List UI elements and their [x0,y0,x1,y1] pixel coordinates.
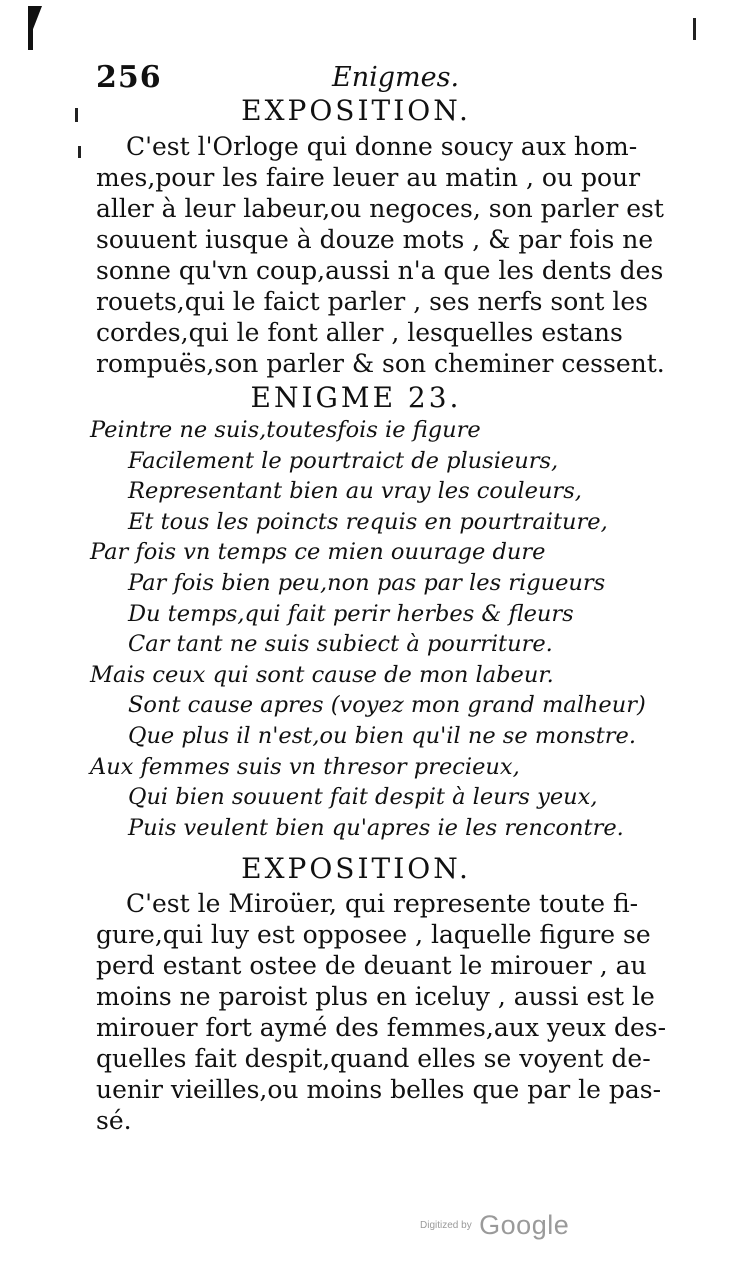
margin-mark [693,18,696,40]
text-line: moins ne paroist plus en iceluy , aussi est le [96,982,655,1011]
text-line: mirouer fort aymé des femmes,aux yeux des- [96,1013,667,1042]
text-line: mes,pour les faire leuer au matin , ou pour [96,163,641,192]
verse-line: Par fois bien peu,non pas par les rigueurs [128,569,606,596]
verse-line: Mais ceux qui sont cause de mon labeur. [90,661,554,688]
verse-line: Que plus il n'est,ou bien qu'il ne se monstre. [128,722,636,749]
exposition-text [96,888,667,1136]
enigme-heading: ENIGME 23. [250,381,462,414]
text-line: souuent iusque à douze mots , & par fois ne [96,225,654,254]
section-heading: EXPOSITION. [241,852,471,885]
verse-line: Sont cause apres (voyez mon grand malheur) [128,692,646,719]
verse-line: Et tous les poincts requis en pourtraiture, [128,508,608,535]
text-line: rouets,qui le faict parler , ses nerfs sont les [96,287,648,316]
page-header [96,58,616,98]
text-line: gure,qui luy est opposee , laquelle figure se [96,920,651,949]
verse-line: Du temps,qui fait perir herbes & fleurs [128,600,574,627]
text-line: cordes,qui le font aller , lesquelles estans [96,318,623,347]
text-line: C'est l'Orloge qui donne soucy aux hom- [126,132,638,161]
digitized-watermark [420,1210,569,1241]
verse-line: Car tant ne suis subiect à pourriture. [128,631,553,658]
watermark-caption: Digitized by [420,1220,472,1231]
page-number: 256 [96,60,162,95]
verse-line: Puis veulent bien qu'apres ie les rencontre. [128,814,624,841]
corner-mark [28,6,42,42]
ink-speck [78,146,81,158]
enigme-poem [90,415,646,843]
text-line: sé. [96,1106,132,1135]
verse-line: Peintre ne suis,toutesfois ie figure [90,417,481,443]
exposition-text [96,131,665,379]
verse-line: Representant bien au vray les couleurs, [128,478,582,505]
ink-speck [75,108,78,122]
text-line: sonne qu'vn coup,aussi n'a que les dents des [96,256,664,285]
text-line: perd estant ostee de deuant le mirouer , au [96,951,647,980]
running-head: Enigmes. [332,62,460,93]
verse-line: Facilement le pourtraict de plusieurs, [128,447,559,474]
verse-line: Par fois vn temps ce mien ouurage dure [90,539,546,566]
section-heading: EXPOSITION. [241,94,471,127]
text-line: uenir vieilles,ou moins belles que par le pas- [96,1075,662,1104]
text-line: aller à leur labeur,ou negoces, son parler est [96,194,664,223]
verse-line: Qui bien souuent fait despit à leurs yeux, [128,784,598,811]
verse-line: Aux femmes suis vn thresor precieux, [90,753,520,780]
text-line: quelles fait despit,quand elles se voyent de- [96,1044,651,1073]
google-logo: Google [479,1210,570,1240]
text-line: rompuës,son parler & son cheminer cessent. [96,349,665,378]
text-line: C'est le Miroüer, qui represente toute fi- [126,889,639,918]
